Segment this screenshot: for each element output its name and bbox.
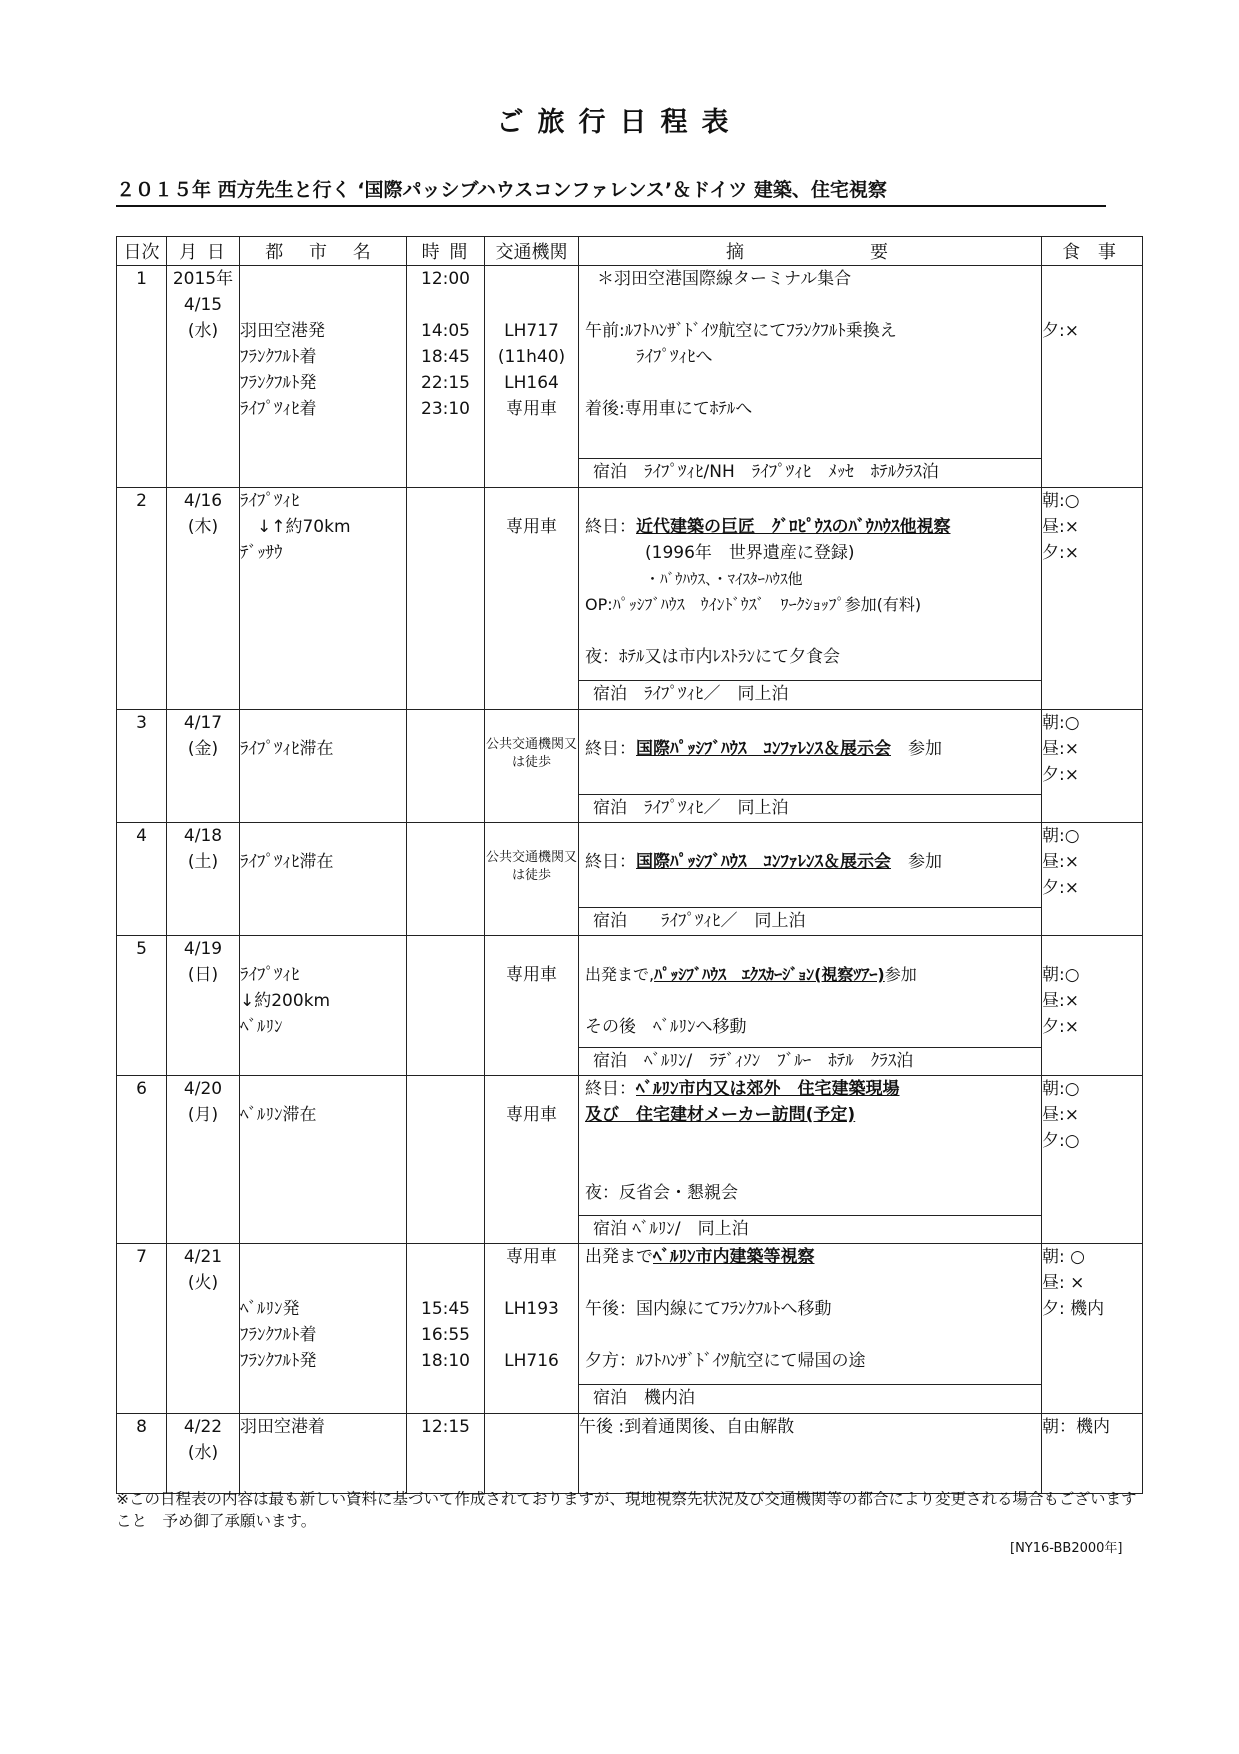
summary-text: 出発まで — [585, 1247, 653, 1267]
cell-text: ﾌﾗﾝｸﾌﾙﾄ発 — [240, 373, 317, 393]
cell-text: 7 — [136, 1247, 147, 1267]
cell-text — [485, 488, 578, 514]
summary-text: 終日： — [585, 1079, 636, 1099]
cell-text: ﾗｲﾌﾟﾂｨﾋ — [240, 965, 300, 985]
cell-text: LH193 — [504, 1299, 559, 1319]
cell-text: 夕:× — [1042, 543, 1079, 563]
page-title: ご旅行日程表 — [496, 107, 743, 138]
cell-text — [1042, 292, 1142, 318]
cell-text: 4/19 — [183, 939, 223, 959]
cell-text: 夕:× — [1042, 878, 1079, 898]
cell-text: 専用車 — [506, 399, 557, 419]
cell-text: 5 — [136, 939, 147, 959]
cell-text: 朝:○ — [1042, 1079, 1080, 1099]
cell-text: ↓↑約70km — [240, 517, 351, 537]
cell-text: 1 — [136, 269, 147, 289]
cell-text: 夕:× — [1042, 1017, 1079, 1037]
cell-text — [585, 370, 1041, 396]
subtitle: ２０１５年 西方先生と行く ‘国際パッシブハウスコンファレンス’＆ドイツ 建築、住宅視察 — [116, 175, 1106, 207]
summary-text: 終日： — [585, 739, 636, 759]
cell-text: 22:15 — [421, 373, 470, 393]
header-date: 月 日 — [167, 237, 240, 266]
cell-text: 12:15 — [421, 1417, 470, 1437]
summary-text: 国際ﾊﾟｯｼﾌﾞﾊｳｽ ｺﾝﾌｧﾚﾝｽ＆展示会 — [636, 739, 891, 759]
stay-info: 宿泊 ﾍﾞﾙﾘﾝ/ 同上泊 — [579, 1215, 1041, 1243]
cell-text: ﾌﾗﾝｸﾌﾙﾄ着 — [240, 347, 317, 367]
cell-text: ﾍﾞﾙﾘﾝ — [240, 1017, 283, 1037]
cell-text: ＊羽田空港国際線ターミナル集合 — [597, 269, 852, 289]
cell-text — [240, 1244, 406, 1270]
cell-text: 公共交通機関又は徒歩 — [485, 737, 577, 770]
cell-text: 4/20 — [183, 1079, 223, 1099]
cell-text: ﾌﾗﾝｸﾌﾙﾄ着 — [240, 1325, 317, 1345]
stay-info: 宿泊 ﾗｲﾌﾟﾂｨﾋ／ 同上泊 — [579, 907, 1041, 935]
cell-text: ﾃﾞｯｻｳ — [240, 543, 283, 563]
cell-text: 羽田空港発 — [240, 321, 325, 341]
cell-text: (11h40) — [497, 347, 566, 367]
cell-text: 夜：反省会・懇親会 — [585, 1183, 738, 1203]
stay-info: 宿泊 機内泊 — [579, 1384, 1041, 1412]
cell-text — [485, 292, 578, 318]
cell-text: ﾗｲﾌﾟﾂｨﾋへ — [585, 347, 713, 367]
cell-text: ﾗｲﾌﾟﾂｨﾋ着 — [240, 399, 317, 419]
cell-text: 朝:○ — [1042, 491, 1080, 511]
cell-text: 12:00 — [421, 269, 470, 289]
cell-text — [240, 292, 406, 318]
stay-info: 宿泊 ﾗｲﾌﾟﾂｨﾋ／ 同上泊 — [579, 680, 1041, 708]
cell-text: その後 ﾍﾞﾙﾘﾝへ移動 — [585, 1017, 747, 1037]
cell-text — [485, 1270, 578, 1296]
cell-text: 3 — [136, 713, 147, 733]
table-row — [117, 936, 1143, 1076]
cell-text: 夕:○ — [1042, 1131, 1080, 1151]
cell-text: 午後 :到着通関後、自由解散 — [579, 1417, 795, 1437]
cell-text: 着後:専用車にてﾎﾃﾙへ — [585, 399, 753, 419]
summary-text: ﾍﾞﾙﾘﾝ市内建築等視察 — [653, 1247, 815, 1267]
cell-text: 朝: ○ — [1042, 1247, 1085, 1267]
summary-text: ﾊﾟｯｼﾌﾞﾊｳｽ ｴｸｽｶｰｼﾞｮﾝ(視察ﾂｱｰ) — [654, 965, 885, 984]
table-row — [117, 1414, 1143, 1494]
cell-text: 昼:× — [1042, 739, 1079, 759]
header-day: 日次 — [117, 237, 167, 266]
cell-text: 4/16 — [183, 491, 223, 511]
cell-text: 朝:○ — [1042, 713, 1080, 733]
disclaimer-note: ※この日程表の内容は最も新しい資料に基づいて作成されておりますが、現地視察先状況及び交通機関等の都合により変更される場合もございますこと 予め御了承願います。 — [116, 1490, 1137, 1530]
header-transport: 交通機関 — [485, 237, 579, 266]
cell-text — [585, 1270, 1041, 1296]
cell-text: (月) — [187, 1105, 219, 1125]
cell-text: 6 — [136, 1079, 147, 1099]
table-row — [117, 488, 1143, 710]
cell-text: 専用車 — [506, 1105, 557, 1125]
cell-text: 23:10 — [421, 399, 470, 419]
cell-text: 夕: 機内 — [1042, 1299, 1105, 1319]
table-row — [117, 710, 1143, 823]
table-row — [117, 1244, 1143, 1414]
summary-text: 出発まで, — [585, 965, 655, 984]
cell-text: (金) — [187, 739, 219, 759]
summary-text: 参加 — [891, 852, 942, 872]
cell-text: 昼:× — [1042, 991, 1079, 1011]
cell-text: 15:45 — [421, 1299, 470, 1319]
stay-info: 宿泊 ﾍﾞﾙﾘﾝ/ ﾗﾃﾞｨｿﾝ ﾌﾞﾙｰ ﾎﾃﾙ ｸﾗｽ泊 — [579, 1047, 1041, 1075]
summary-text: 近代建築の巨匠 ｸﾞﾛﾋﾟｳｽのﾊﾞｳﾊｳｽ他視察 — [636, 517, 951, 537]
cell-text: (火) — [187, 1273, 219, 1293]
cell-text: 朝：機内 — [1042, 1417, 1110, 1437]
cell-text — [240, 266, 406, 292]
header-row — [117, 237, 1143, 266]
summary-text: ﾍﾞﾙﾘﾝ市内又は郊外 住宅建築現場 — [636, 1079, 900, 1099]
cell-text: (水) — [187, 1443, 219, 1463]
cell-text — [1042, 266, 1142, 292]
cell-text: ﾌﾗﾝｸﾌﾙﾄ発 — [240, 1351, 317, 1371]
cell-text: (木) — [187, 517, 219, 537]
cell-text: 18:45 — [421, 347, 470, 367]
cell-text: ﾗｲﾌﾟﾂｨﾋ滞在 — [240, 739, 334, 759]
summary-text: OP:ﾊﾟｯｼﾌﾞﾊｳｽ ｳｲﾝﾄﾞｳｽﾞ ﾜｰｸｼｮｯﾌﾟ参加(有料) — [585, 592, 921, 618]
cell-text: 専用車 — [506, 517, 557, 537]
cell-text: 4/22 — [183, 1417, 223, 1437]
cell-text: 朝:○ — [1042, 965, 1080, 985]
cell-text: (水) — [187, 321, 219, 341]
table-row — [117, 823, 1143, 936]
cell-text: LH717 — [504, 321, 559, 341]
summary-text: 参加 — [891, 739, 942, 759]
cell-text: 夜：ﾎﾃﾙ又は市内ﾚｽﾄﾗﾝにて夕食会 — [585, 647, 840, 667]
stay-info: 宿泊 ﾗｲﾌﾟﾂｨﾋ／ 同上泊 — [579, 794, 1041, 822]
cell-text: 18:10 — [421, 1351, 470, 1371]
cell-text: 2 — [136, 491, 147, 511]
cell-text: 4/21 — [183, 1247, 223, 1267]
cell-text: (1996年 世界遺産に登録) — [645, 543, 855, 563]
cell-text — [585, 292, 1041, 318]
header-time: 時 間 — [407, 237, 485, 266]
cell-text — [585, 1322, 1041, 1348]
summary-text: 及び 住宅建材メーカー訪問(予定) — [585, 1105, 856, 1125]
cell-text: 夕方：ﾙﾌﾄﾊﾝｻﾞﾄﾞｲﾂ航空にて帰国の途 — [585, 1351, 866, 1371]
cell-text: 2015年 — [172, 269, 234, 289]
cell-text — [485, 1322, 578, 1348]
cell-text — [240, 1270, 406, 1296]
cell-text — [485, 266, 578, 292]
cell-text: 4 — [136, 826, 147, 846]
cell-text: 4/17 — [183, 713, 223, 733]
summary-text: 参加 — [884, 965, 917, 984]
cell-text: LH716 — [504, 1351, 559, 1371]
cell-text: ﾗｲﾌﾟﾂｨﾋ — [240, 491, 300, 511]
table-row — [117, 266, 1143, 488]
cell-text: (日) — [187, 965, 219, 985]
cell-text: 午後：国内線にてﾌﾗﾝｸﾌﾙﾄへ移動 — [585, 1299, 832, 1319]
cell-text: 羽田空港着 — [240, 1417, 325, 1437]
header-summary: 摘 要 — [579, 237, 1042, 266]
summary-text: 終日： — [585, 852, 636, 872]
cell-text: ・ﾊﾞｳﾊｳｽ、・ﾏｲｽﾀｰﾊｳｽ他 — [645, 570, 803, 588]
cell-text: 午前:ﾙﾌﾄﾊﾝｻﾞﾄﾞｲﾂ航空にてﾌﾗﾝｸﾌﾙﾄ乗換え — [585, 321, 897, 341]
cell-text: LH164 — [504, 373, 559, 393]
cell-text: 昼:× — [1042, 852, 1079, 872]
cell-text: 昼:× — [1042, 517, 1079, 537]
stay-info: 宿泊 ﾗｲﾌﾟﾂｨﾋ/NH ﾗｲﾌﾟﾂｨﾋ ﾒｯｾ ﾎﾃﾙｸﾗｽ泊 — [579, 458, 1041, 486]
cell-text: 4/18 — [183, 826, 223, 846]
summary-text: 国際ﾊﾟｯｼﾌﾞﾊｳｽ ｺﾝﾌｧﾚﾝｽ＆展示会 — [636, 852, 891, 872]
cell-text: ﾗｲﾌﾟﾂｨﾋ滞在 — [240, 852, 334, 872]
cell-text — [407, 1244, 484, 1270]
cell-text: 4/15 — [183, 295, 223, 315]
cell-text: 専用車 — [506, 965, 557, 985]
cell-text: 14:05 — [421, 321, 470, 341]
cell-text — [407, 1270, 484, 1296]
cell-text: ﾍﾞﾙﾘﾝ滞在 — [240, 1105, 317, 1125]
cell-text: 昼: × — [1042, 1273, 1085, 1293]
cell-text: 専用車 — [506, 1247, 557, 1267]
summary-text: 終日： — [585, 517, 636, 537]
cell-text: 公共交通機関又は徒歩 — [485, 850, 577, 883]
cell-text: 昼:× — [1042, 1105, 1079, 1125]
cell-text: 16:55 — [421, 1325, 470, 1345]
document-code: [NY16-BB2000年] — [1010, 1541, 1123, 1556]
table-row — [117, 1076, 1143, 1244]
cell-text: 朝:○ — [1042, 826, 1080, 846]
cell-text: 8 — [136, 1417, 147, 1437]
itinerary-table — [116, 236, 1143, 1494]
cell-text — [407, 292, 484, 318]
cell-text: (土) — [187, 852, 219, 872]
cell-text: 夕:× — [1042, 765, 1079, 785]
cell-text: ﾍﾞﾙﾘﾝ発 — [240, 1299, 300, 1319]
cell-text: 夕:× — [1042, 321, 1079, 341]
header-city: 都 市 名 — [240, 237, 407, 266]
header-meal: 食 事 — [1042, 237, 1143, 266]
cell-text: ↓約200km — [240, 991, 331, 1011]
